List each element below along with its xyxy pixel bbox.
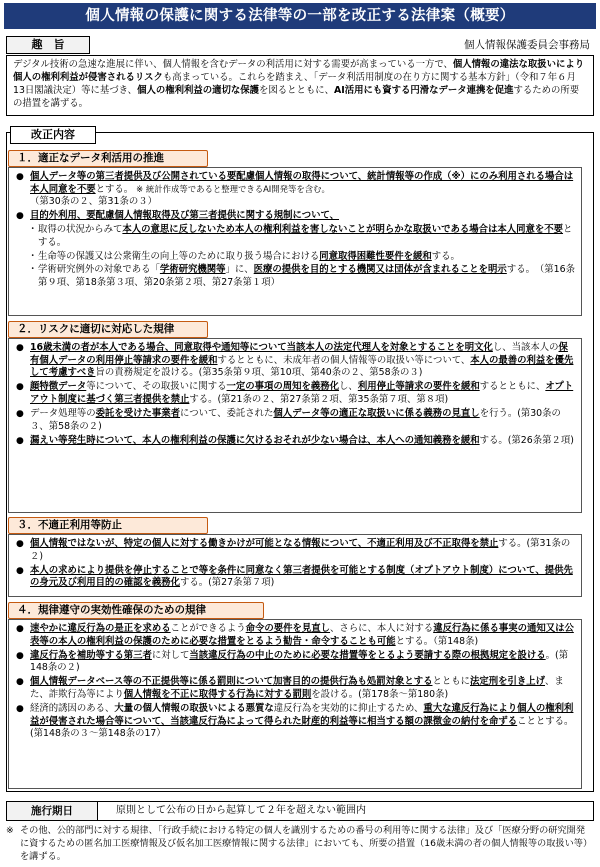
item-text: する。(第21条の２、第27条第２項、第35条第７項、第８項): [189, 393, 449, 405]
item-text: を行う。(第30条の３、第58条の２): [30, 407, 561, 432]
list-item: [14, 703, 576, 741]
section-1-heading: １．適正なデータ利活用の推進: [8, 150, 208, 167]
list-item: [14, 650, 576, 675]
bullet-icon: ●: [16, 539, 24, 549]
list-item: [14, 171, 576, 209]
bullet-icon: ●: [16, 172, 24, 182]
item-note: ※ 統計作成等であると整理できるAI開発等を含む。: [136, 183, 330, 194]
item-text: データ処理等の: [30, 407, 96, 419]
sub-item: [14, 251, 576, 264]
item-text: について、委託された: [180, 407, 274, 419]
item-text: とする。: [95, 183, 134, 195]
item-text: する。(第31条の２): [30, 538, 571, 562]
bullet-icon: ●: [16, 435, 24, 446]
sub-item: [14, 224, 576, 249]
list-item: [14, 538, 576, 563]
item-text: 。(第148条の２): [30, 649, 569, 674]
item-emphasis: 法定刑を引き上げ: [470, 676, 546, 688]
item-emphasis: 個人データ等の第三者提供及び公開されている要配慮個人情報の取得について、統計情報等の作成（※）にのみ利用される場合は本人同意を不要: [30, 171, 574, 195]
item-text: とする。（第148条): [395, 635, 479, 647]
section-4-heading: ４．規律遵守の実効性確保のための規律: [8, 602, 264, 619]
item-emphasis: 目的外利用、要配慮個人情報取得及び第三者提供に関する規制について、: [30, 210, 340, 222]
summary-emphasis-2: 個人の権利利益の適切な保護: [137, 84, 259, 96]
item-text: するとともに、未成年者の個人情報等の取扱い等について、: [217, 354, 471, 366]
item-emphasis: 速やかに違反行為の是正を求める: [30, 623, 171, 634]
summary-text-3: を図るとともに、: [258, 84, 334, 96]
list-item: [14, 676, 576, 701]
item-emphasis: 一定の事項の周知を義務化: [226, 381, 340, 393]
sub-text: 学術研究例外の対象である「: [38, 264, 160, 276]
item-emphasis: 利用停止等請求の要件を緩和: [357, 381, 480, 393]
summary-text-2: も高まっている。これらを踏まえ、「データ利活用制度の在り方に関する基本方針」（令和７年６月13日閣議決定）等に基づき、: [13, 71, 576, 96]
section-1-box: [8, 167, 582, 316]
section-3-heading: ３．不適正利用等防止: [8, 517, 208, 534]
item-text: 違反行為を実効的に抑止するため、: [273, 703, 424, 715]
item-emphasis: 個人情報データベース等の不正提供等に係る罰則について加害目的の提供行為も処罰対象とする: [30, 676, 433, 688]
item-emphasis: 違反行為を補助等する第三者: [30, 649, 152, 661]
item-text: 旨の責務規定を設ける。(第35条第９項、第10項、第40条の２、第58条の３): [95, 367, 423, 379]
footer-mark: ※: [6, 825, 14, 836]
footer-note: [6, 824, 594, 863]
item-text: する。(第27条第７項): [180, 577, 275, 589]
item-emphasis: 委託を受けた事業者: [95, 407, 181, 419]
list-item: [14, 435, 576, 448]
item-text: こととする。(第148条の３～第148条の17）: [30, 715, 574, 740]
bullet-icon: ●: [16, 650, 24, 661]
sub-text: する。: [431, 250, 460, 262]
item-emphasis: 顔特徴データ: [30, 381, 87, 393]
item-reference: （第30条の２、第31条の３）: [30, 196, 157, 208]
bullet-icon: ●: [16, 624, 24, 634]
summary-text-4: するための所要の措置を講ずる。: [13, 84, 580, 109]
list-item: [14, 381, 576, 406]
section-4-box: [8, 619, 582, 789]
section-3-box: [8, 534, 582, 597]
enforcement-text: 原則として公布の日から起算して２年を超えない範囲内: [97, 801, 594, 821]
item-text: 等について、その取扱いに関する: [86, 381, 227, 393]
item-text: 、さらに、本人に対する: [330, 623, 434, 634]
item-emphasis: 漏えい等発生時について、本人の権利利益の保護に欠けるおそれが少ない場合は、本人への通知義務を緩和: [30, 434, 480, 446]
bullet-icon: ●: [16, 677, 24, 688]
enforcement-label: 施行期日: [6, 801, 98, 821]
bullet-icon: ●: [16, 343, 24, 353]
sub-emphasis: 学術研究機関等: [159, 264, 226, 276]
dot-icon: ・: [28, 250, 38, 262]
item-emphasis: 16歳未満の者が本人である場合、同意取得や通知等について当該本人の法定代理人を対象とすることを明文化: [30, 342, 493, 353]
list-item: [14, 210, 576, 223]
item-emphasis: 大量の個人情報の取扱いによる悪質な: [114, 703, 274, 715]
item-text: し、当該本人の: [492, 342, 559, 353]
sub-item: [14, 264, 576, 289]
organization: 個人情報保護委員会事務局: [464, 39, 590, 51]
item-emphasis: 本人の求めにより提供を停止することで等を条件に同意なく第三者提供を可能とする制度（オプトアウト制度）について、提供先の身元及び利用目的の確認を義務化: [30, 564, 573, 589]
sub-emphasis: 医療の提供を目的とする機関又は団体が含まれることを明示: [253, 264, 507, 276]
sub-text: 生命等の保護又は公衆衛生の向上等のために取り扱う場合における: [38, 250, 320, 262]
item-emphasis: 個人情報ではないが、特定の個人に対する働きかけが可能となる情報について、不適正利用及び不正取得を禁止: [30, 538, 499, 549]
kaisei-label: 改正内容: [10, 126, 96, 144]
bullet-icon: ●: [16, 408, 24, 419]
item-text: するとともに、: [479, 381, 546, 393]
shushi-label: 趣 旨: [6, 36, 90, 54]
item-text: する。(第26条第２項): [479, 434, 574, 446]
item-emphasis: 保有個人データの利用停止等請求の要件を緩和: [30, 342, 568, 366]
list-item: [14, 408, 576, 433]
bullet-icon: ●: [16, 211, 24, 222]
list-item: [14, 342, 576, 380]
item-text: 経済的誘因のある、: [30, 703, 115, 715]
summary-box: [6, 55, 594, 116]
footer-text: その他、公的部門に対する規律、「行政手続における特定の個人を識別するための番号の利用等に関する法律」及び「医療分野の研究開発に資するための匿名加工医療情報及び仮名加工医療情報に関する法律」においても、所要の措置（16歳未満の者の個人情報等の取扱い等）を講ずる。: [20, 825, 593, 863]
sub-text: とする。: [38, 224, 573, 248]
summary-emphasis-3: AI活用にも資する円滑なデータ連携を促進: [333, 84, 514, 96]
item-text: 、また、詐欺行為等により: [30, 676, 564, 700]
section-2-heading: ２．リスクに適切に対応した規律: [8, 321, 208, 338]
item-text: を設ける。(第178条～第180条): [311, 688, 449, 700]
item-emphasis: 本人の最善の利益を優先して考慮すべき: [30, 354, 574, 379]
item-text: し、: [339, 381, 358, 393]
item-emphasis: 違反行為に係る事実の通知又は公表等の本人の権利利益の保護のために必要な措置をとるよう勧告・命令することも可能: [30, 623, 574, 647]
list-item: [14, 565, 576, 590]
item-text: とともに: [432, 676, 470, 688]
item-emphasis: 当該違反行為の中止のために必要な措置等をとるよう要請する際の根拠規定を設ける: [189, 649, 546, 661]
item-emphasis: オプトアウト制度に基づく第三者提供を禁止: [30, 381, 574, 405]
item-emphasis: 個人データ等の適正な取扱いに係る義務の見直し: [273, 407, 480, 419]
item-text: ことができるよう: [170, 623, 246, 634]
bullet-icon: ●: [16, 704, 24, 715]
item-emphasis: 命令の要件を見直し: [245, 623, 331, 634]
sub-emphasis: 本人の意思に反しないため本人の権利利益を害しないことが明らかな取扱いである場合は本人同意を不要: [122, 224, 564, 236]
item-emphasis: 個人情報を不正に取得する行為に対する罰則: [123, 688, 312, 700]
sub-emphasis: 同意取得困難性要件を緩和: [319, 250, 432, 262]
summary-text-1: デジタル技術の急速な進展に伴い、個人情報を含むデータの利活用に対する需要が高まっている一方で、: [13, 59, 453, 70]
sub-text: 」に、: [225, 264, 254, 276]
dot-icon: ・: [28, 224, 38, 236]
bullet-icon: ●: [16, 382, 24, 393]
dot-icon: ・: [28, 264, 38, 276]
item-emphasis: 重大な違反行為により個人の権利利益が侵害された場合等について、当該違反行為によって得られた財産的利益等に相当する額の課徴金の納付を命ずる: [30, 703, 574, 727]
summary-emphasis-1: 個人情報の違法な取扱いにより個人の権利利益が侵害されるリスク: [13, 59, 585, 83]
sub-text: 取得の状況からみて: [38, 224, 123, 236]
list-item: [14, 623, 576, 648]
item-text: に対して: [151, 649, 190, 661]
sub-text: する。 （第16条第９項、第18条第３項、第20条第２項、第27条第１項）: [38, 264, 575, 288]
page-title: 個人情報の保護に関する法律等の一部を改正する法律案（概要）: [4, 3, 596, 29]
section-2-box: [8, 338, 582, 513]
bullet-icon: ●: [16, 565, 24, 576]
